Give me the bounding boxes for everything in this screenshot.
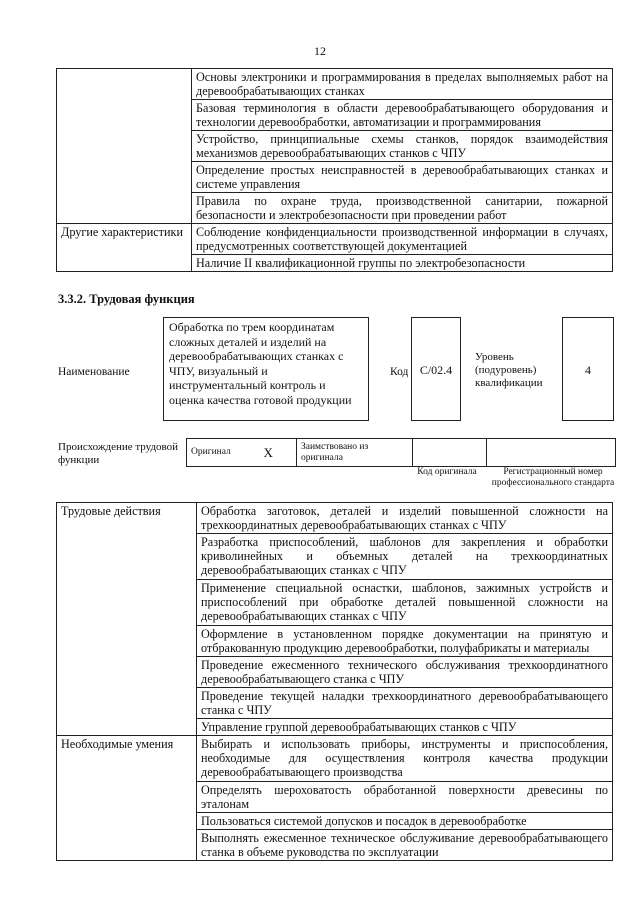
table-row	[57, 224, 613, 255]
table-row	[57, 736, 613, 782]
original-mark: X	[241, 439, 297, 467]
code-original-caption: Код оригинала	[417, 467, 477, 477]
reg-number-caption: Регистрационный номер профессионального стандарта	[491, 467, 615, 488]
characteristics-table	[56, 68, 613, 272]
original-label: Оригинал	[187, 439, 241, 467]
group-label-skills: Необходимые умения	[57, 736, 197, 861]
code-label: Код	[390, 366, 409, 378]
code-value: C/02.4	[419, 363, 453, 377]
table-cell: Правила по охране труда, производственной санитарии, пожарной безопасности и электробезопасности при проведении работ	[192, 193, 613, 224]
table-cell: Проведение текущей наладки трехкоординатного деревообрабатывающего станка с ЧПУ	[197, 688, 613, 719]
table-cell: Определять шероховатость обработанной поверхности древесины по эталонам	[197, 782, 613, 813]
table-cell: Выбирать и использовать приборы, инструменты и приспособления, необходимые для осуществления контроля качества продукции деревообрабатывающего производства	[197, 736, 613, 782]
table-cell: Основы электроники и программирования в пределах выполняемых работ на деревообрабатывающих станках	[192, 69, 613, 100]
table-cell: Выполнять ежесменное техническое обслуживание деревообрабатывающего станка в объеме руководства по эксплуатации	[197, 830, 613, 861]
table-cell: Базовая терминология в области деревообрабатывающего оборудования и технологии деревообработки, автоматизации и программирования	[192, 100, 613, 131]
reg-number-cell	[487, 439, 616, 467]
table-cell: Соблюдение конфиденциальности производственной информации в случаях, предусмотренных соответствующей документацией	[192, 224, 613, 255]
table-cell: Оформление в установленном порядке документации на принятую и отбракованную продукцию деревообработки, полуфабрикаты и материалы	[197, 626, 613, 657]
table-cell: Устройство, принципиальные схемы станков, порядок взаимодействия механизмов деревообрабатывающих станков с ЧПУ	[192, 131, 613, 162]
function-name-box	[163, 317, 369, 421]
code-original-cell	[413, 439, 487, 467]
table-cell: Определение простых неисправностей в деревообрабатывающих станках и системе управления	[192, 162, 613, 193]
table-cell: Разработка приспособлений, шаблонов для закрепления и обработки криволинейных и объемных деталей на трехкоординатных деревообрабатывающих станках с ЧПУ	[197, 534, 613, 580]
function-name: Обработка по трем координатам сложных деталей и изделий на деревообрабатывающих станках с ЧПУ, визуальный и инструментальный контроль и оценка качества готовой продукции	[169, 320, 352, 407]
origin-table	[186, 438, 616, 467]
table-row	[57, 503, 613, 534]
row-label-other: Другие характеристики	[57, 224, 192, 272]
table-cell: Управление группой деревообрабатывающих станков с ЧПУ	[197, 719, 613, 736]
table-cell: Применение специальной оснастки, шаблонов, зажимных устройств и приспособлений при обработке деталей повышенной сложности на деревообрабатывающих станках с ЧПУ	[197, 580, 613, 626]
page-number: 12	[314, 44, 326, 58]
level-box	[562, 317, 614, 421]
table-cell: Пользоваться системой допусков и посадок в деревообработке	[197, 813, 613, 830]
borrowed-label: Заимствовано из оригинала	[297, 439, 413, 467]
table-cell: Обработка заготовок, деталей и изделий повышенной сложности на трехкоординатных деревообрабатывающих станках с ЧПУ	[197, 503, 613, 534]
level-value: 4	[585, 363, 591, 377]
row-label	[57, 69, 192, 224]
table-row	[57, 69, 613, 100]
table-cell: Проведение ежесменного технического обслуживания трехкоординатного деревообрабатывающего станка с ЧПУ	[197, 657, 613, 688]
actions-table	[56, 502, 613, 861]
section-title: 3.3.2. Трудовая функция	[58, 292, 195, 306]
code-box	[411, 317, 461, 421]
table-cell: Наличие II квалификационной группы по электробезопасности	[192, 255, 613, 272]
group-label-actions: Трудовые действия	[57, 503, 197, 736]
origin-label: Происхождение трудовой функции	[58, 441, 179, 466]
level-label: Уровень (подуровень) квалификации	[475, 351, 543, 389]
name-label: Наименование	[58, 366, 130, 378]
